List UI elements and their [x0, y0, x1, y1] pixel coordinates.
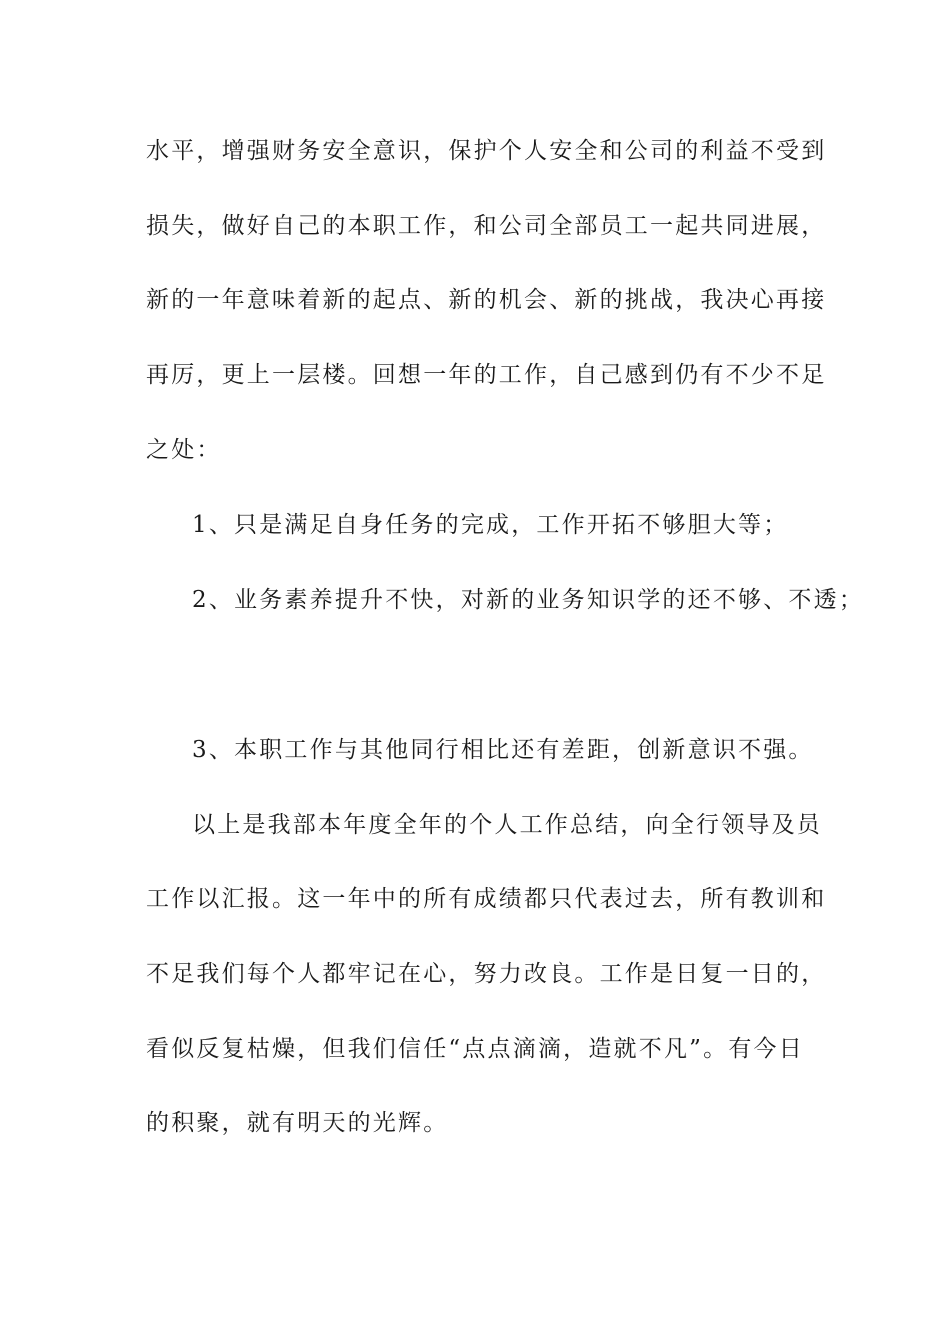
paragraph-line: 损失，做好自己的本职工作，和公司全部员工一起共同进展， [146, 213, 827, 239]
closing-paragraph-line: 不足我们每个人都牢记在心，努力改良。工作是日复一日的， [146, 961, 827, 987]
closing-paragraph-line: 工作以汇报。这一年中的所有成绩都只代表过去，所有教训和 [146, 886, 827, 912]
closing-paragraph-line: 的积聚，就有明天的光辉。 [146, 1110, 449, 1136]
list-item: 1、只是满足自身任务的完成，工作开拓不够胆大等； [192, 512, 789, 538]
paragraph-line: 再厉，更上一层楼。回想一年的工作，自己感到仍有不少不足 [146, 362, 827, 388]
paragraph-line: 之处： [146, 437, 222, 463]
list-item: 2、业务素养提升不快，对新的业务知识学的还不够、不透； [192, 587, 865, 613]
paragraph-line: 水平，增强财务安全意识，保护个人安全和公司的利益不受到 [146, 138, 827, 164]
closing-paragraph-line: 看似反复枯燥，但我们信任“点点滴滴，造就不凡”。有今日 [146, 1036, 804, 1062]
closing-paragraph-line: 以上是我部本年度全年的个人工作总结，向全行领导及员 [192, 812, 822, 838]
list-item: 3、本职工作与其他同行相比还有差距，创新意识不强。 [192, 737, 814, 763]
paragraph-line: 新的一年意味着新的起点、新的机会、新的挑战，我决心再接 [146, 287, 827, 313]
